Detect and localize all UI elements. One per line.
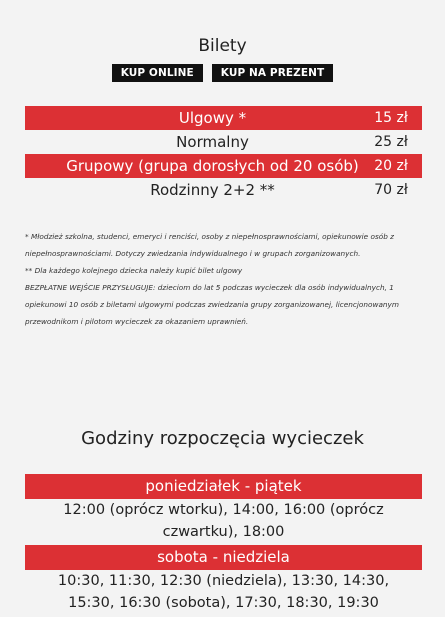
price-value: 15 zł <box>374 110 408 126</box>
price-row-family <box>25 178 422 202</box>
tickets-title: Bilety <box>198 36 247 56</box>
weekday-label: poniedziałek - piątek <box>25 474 422 499</box>
buy-online-button[interactable]: KUP ONLINE <box>112 64 203 82</box>
ticket-notes <box>25 228 425 330</box>
note-reduced: * Młodzież szkolna, studenci, emeryci i renciści, osoby z niepełnosprawnościami, opiekunowie osób z niepełnosprawnościami. Dotyczy zwiedzania indywidualnego i w grupach zorganizowanych. <box>25 232 395 258</box>
weekday-hours <box>25 474 422 543</box>
price-value: 20 zł <box>374 158 408 174</box>
weekend-hours <box>25 545 422 614</box>
price-name: Rodzinny 2+2 ** <box>150 181 275 199</box>
buy-gift-button[interactable]: KUP NA PREZENT <box>212 64 334 82</box>
price-name: Ulgowy * <box>178 109 247 127</box>
price-value: 70 zł <box>374 182 408 198</box>
note-family: ** Dla każdego kolejnego dziecka należy kupić bilet ulgowy <box>25 266 243 275</box>
note-free-entry: BEZPŁATNE WEJŚCIE PRZYSŁUGUJE: dzieciom do lat 5 podczas wycieczek dla osób indywidualnych, 1 opiekunowi 10 osób z biletami ulgowymi podczas zwiedzania grupy zorganizowanej, licencjonowanym przewodnikom i pilotom wycieczek za okazaniem uprawnień. <box>25 283 399 326</box>
hours-title: Godziny rozpoczęcia wycieczek <box>81 428 364 449</box>
weekend-times: 10:30, 11:30, 12:30 (niedziela), 13:30, 14:30, 15:30, 16:30 (sobota), 17:30, 18:30, 19:30 <box>57 573 390 611</box>
ticket-buttons <box>0 64 445 82</box>
price-name: Grupowy (grupa dorosłych od 20 osób) <box>66 157 359 175</box>
price-row-group <box>25 154 422 178</box>
price-value: 25 zł <box>374 134 408 150</box>
weekday-times: 12:00 (oprócz wtorku), 14:00, 16:00 (oprócz czwartku), 18:00 <box>63 502 384 540</box>
price-table <box>25 106 422 202</box>
weekend-label: sobota - niedziela <box>25 545 422 570</box>
price-row-reduced <box>25 106 422 130</box>
price-row-normal <box>25 130 422 154</box>
price-name: Normalny <box>176 133 249 151</box>
